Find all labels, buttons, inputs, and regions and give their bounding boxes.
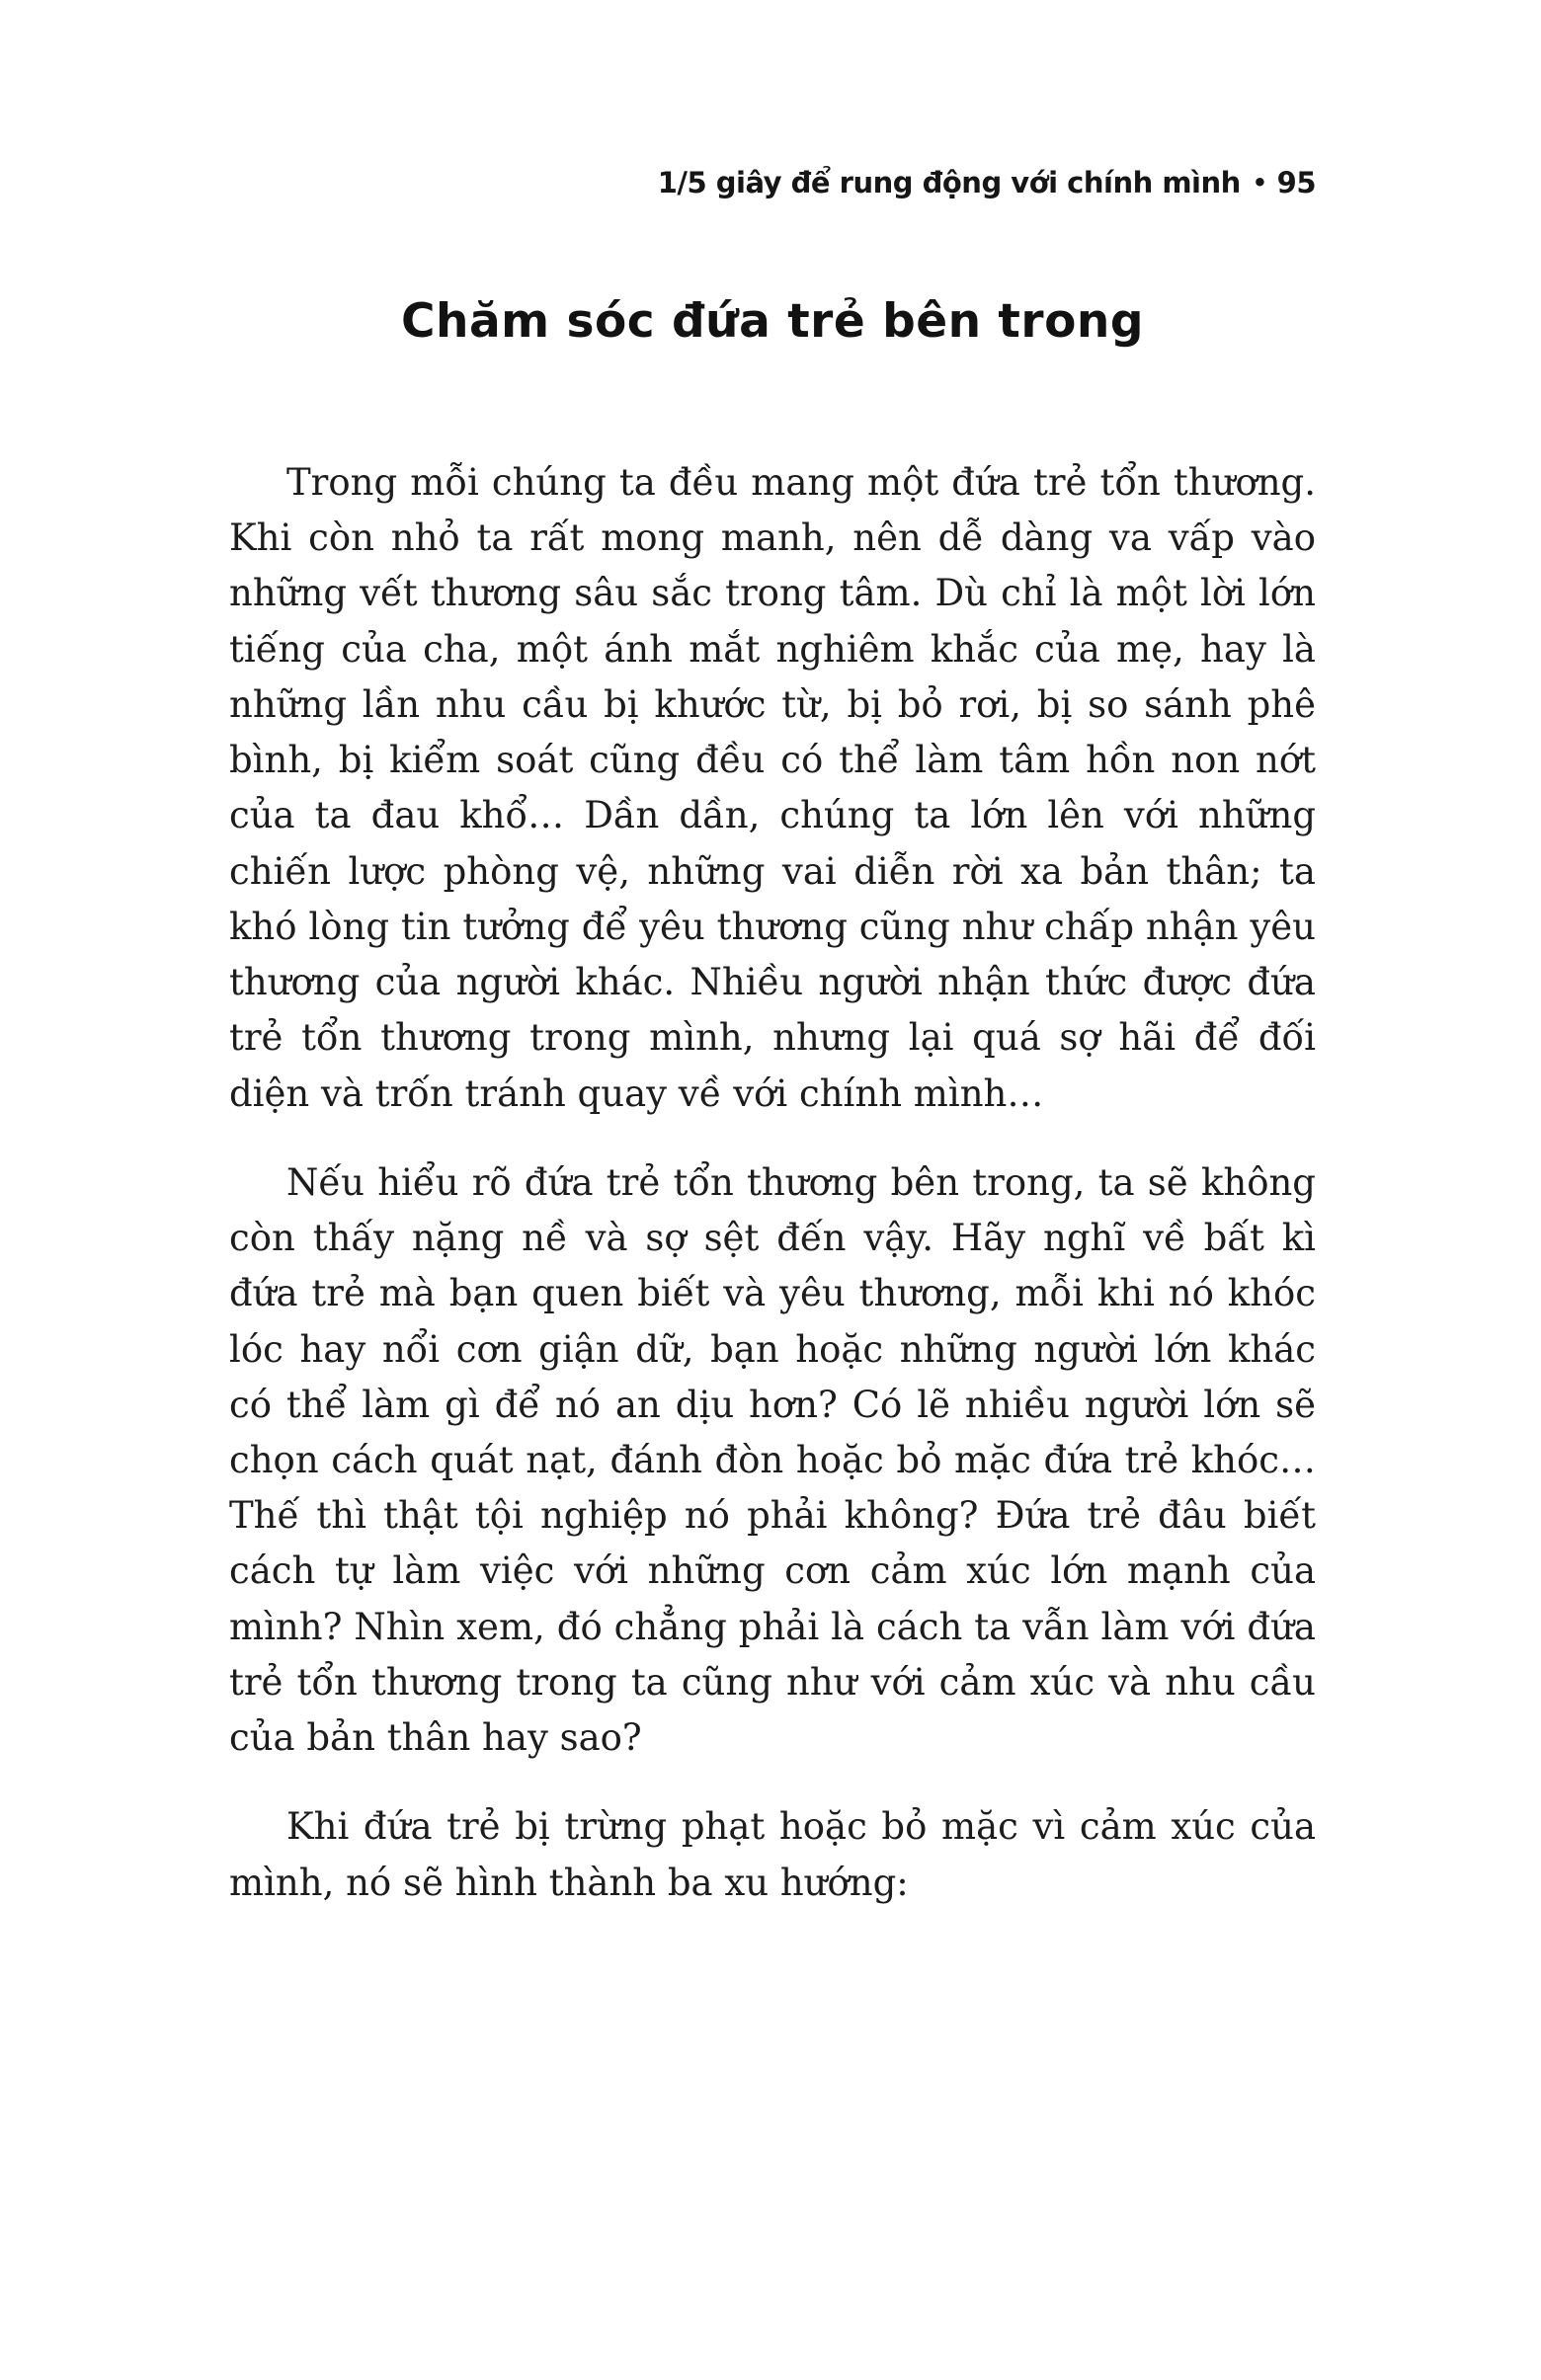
running-head-title: 1/5 giây để rung động với chính mình [657, 166, 1241, 199]
paragraph-three-tendencies-lead: Khi đứa trẻ bị trừng phạt hoặc bỏ mặc vì cảm xúc của mình, nó sẽ hình thành ba xu hướng: [229, 1805, 1316, 1904]
paragraph-understanding-child: Nếu hiểu rõ đứa trẻ tổn thương bên trong, ta sẽ không còn thấy nặng nề và sợ sệt đến vậy. Hãy nghĩ về bất kì đứa trẻ mà bạn quen biết và yêu thương, mỗi khi nó khóc lóc hay nổi cơn giận dữ, bạn hoặc những người lớn khác có thể làm gì để nó an dịu hơn? Có lẽ nhiều người lớn sẽ chọn cách quát nạt, đánh đòn hoặc bỏ mặc đứa trẻ khóc… Thế thì thật tội nghiệp nó phải không? Đứa trẻ đâu biết cách tự làm việc với những cơn cảm xúc lớn mạnh của mình? Nhìn xem, đó chẳng phải là cách ta vẫn làm với đứa trẻ tổn thương trong ta cũng như với cảm xúc và nhu cầu của bản thân hay sao? [229, 1160, 1316, 1760]
running-head [229, 166, 1316, 199]
body-text [229, 455, 1316, 1911]
page-number-separator: • [1252, 169, 1267, 197]
page-number: 95 [1276, 166, 1316, 199]
section-title: Chăm sóc đứa trẻ bên trong [401, 294, 1144, 349]
page-content [229, 0, 1316, 1911]
paragraph-inner-child-intro: Trong mỗi chúng ta đều mang một đứa trẻ tổn thương. Khi còn nhỏ ta rất mong manh, nên dễ dàng va vấp vào những vết thương sâu sắc trong tâm. Dù chỉ là một lời lớn tiếng của cha, một ánh mắt nghiêm khắc của mẹ, hay là những lần nhu cầu bị khước từ, bị bỏ rơi, bị so sánh phê bình, bị kiểm soát cũng đều có thể làm tâm hồn non nớt của ta đau khổ… Dần dần, chúng ta lớn lên với những chiến lược phòng vệ, những vai diễn rời xa bản thân; ta khó lòng tin tưởng để yêu thương cũng như chấp nhận yêu thương của người khác. Nhiều người nhận thức được đứa trẻ tổn thương trong mình, nhưng lại quá sợ hãi để đối diện và trốn tránh quay về với chính mình… [229, 461, 1316, 1115]
